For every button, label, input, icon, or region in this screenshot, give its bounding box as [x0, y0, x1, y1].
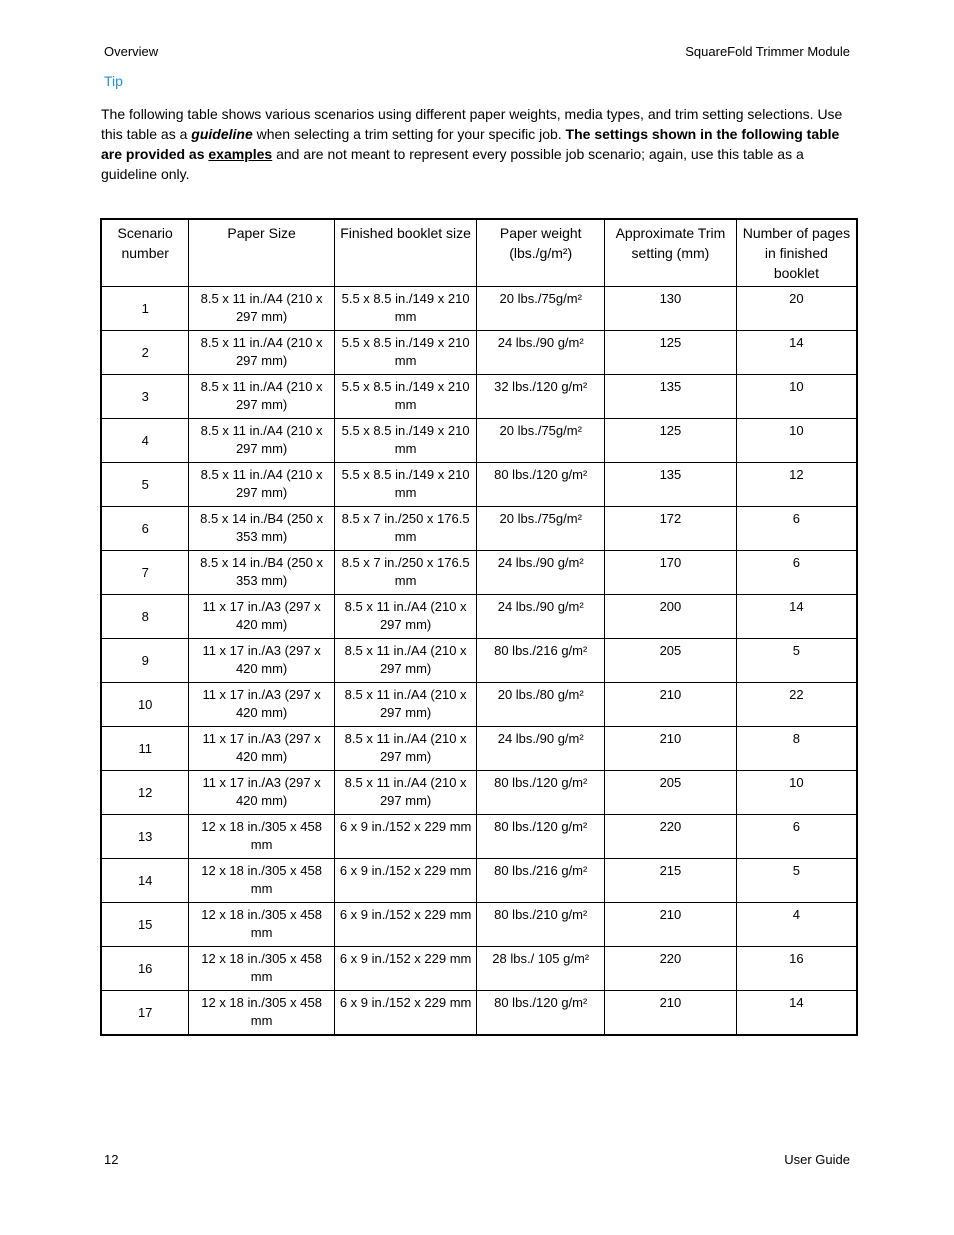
cell-paper-weight: 20 lbs./80 g/m²: [477, 683, 605, 727]
cell-page-count: 10: [736, 419, 857, 463]
table-row: [101, 463, 857, 507]
cell-paper-size: 8.5 x 14 in./B4 (250 x 353 mm): [189, 551, 334, 595]
cell-paper-weight: 24 lbs./90 g/m²: [477, 331, 605, 375]
table-row: [101, 815, 857, 859]
cell-booklet-size: 6 x 9 in./152 x 229 mm: [334, 947, 477, 991]
cell-page-count: 6: [736, 551, 857, 595]
table-row: [101, 375, 857, 419]
cell-trim-setting: 220: [605, 815, 737, 859]
col-header-scenario: Scenario number: [101, 219, 189, 287]
cell-paper-weight: 20 lbs./75g/m²: [477, 287, 605, 331]
cell-scenario: 14: [101, 859, 189, 903]
cell-booklet-size: 6 x 9 in./152 x 229 mm: [334, 859, 477, 903]
col-header-page-count: Number of pages in finished booklet: [736, 219, 857, 287]
cell-scenario: 11: [101, 727, 189, 771]
cell-paper-size: 8.5 x 11 in./A4 (210 x 297 mm): [189, 375, 334, 419]
cell-page-count: 14: [736, 331, 857, 375]
cell-paper-weight: 24 lbs./90 g/m²: [477, 727, 605, 771]
col-header-booklet-size: Finished booklet size: [334, 219, 477, 287]
cell-scenario: 8: [101, 595, 189, 639]
cell-booklet-size: 6 x 9 in./152 x 229 mm: [334, 903, 477, 947]
cell-paper-weight: 20 lbs./75g/m²: [477, 507, 605, 551]
cell-booklet-size: 5.5 x 8.5 in./149 x 210 mm: [334, 463, 477, 507]
cell-paper-size: 12 x 18 in./305 x 458 mm: [189, 991, 334, 1036]
cell-paper-size: 8.5 x 11 in./A4 (210 x 297 mm): [189, 463, 334, 507]
cell-booklet-size: 8.5 x 7 in./250 x 176.5 mm: [334, 507, 477, 551]
cell-paper-size: 11 x 17 in./A3 (297 x 420 mm): [189, 595, 334, 639]
cell-paper-size: 12 x 18 in./305 x 458 mm: [189, 815, 334, 859]
cell-booklet-size: 8.5 x 11 in./A4 (210 x 297 mm): [334, 595, 477, 639]
cell-trim-setting: 205: [605, 771, 737, 815]
cell-trim-setting: 210: [605, 727, 737, 771]
cell-trim-setting: 210: [605, 903, 737, 947]
cell-paper-size: 8.5 x 11 in./A4 (210 x 297 mm): [189, 287, 334, 331]
cell-paper-size: 8.5 x 11 in./A4 (210 x 297 mm): [189, 419, 334, 463]
table-row: [101, 727, 857, 771]
cell-paper-weight: 80 lbs./120 g/m²: [477, 815, 605, 859]
cell-page-count: 16: [736, 947, 857, 991]
table-row: [101, 771, 857, 815]
cell-trim-setting: 200: [605, 595, 737, 639]
cell-page-count: 6: [736, 507, 857, 551]
cell-paper-size: 11 x 17 in./A3 (297 x 420 mm): [189, 683, 334, 727]
cell-paper-size: 8.5 x 11 in./A4 (210 x 297 mm): [189, 331, 334, 375]
table-row: [101, 903, 857, 947]
cell-trim-setting: 172: [605, 507, 737, 551]
cell-page-count: 5: [736, 639, 857, 683]
cell-booklet-size: 8.5 x 11 in./A4 (210 x 297 mm): [334, 771, 477, 815]
col-header-paper-size: Paper Size: [189, 219, 334, 287]
table-header-row: [101, 219, 857, 287]
cell-booklet-size: 5.5 x 8.5 in./149 x 210 mm: [334, 419, 477, 463]
cell-booklet-size: 6 x 9 in./152 x 229 mm: [334, 815, 477, 859]
cell-paper-size: 11 x 17 in./A3 (297 x 420 mm): [189, 771, 334, 815]
cell-booklet-size: 5.5 x 8.5 in./149 x 210 mm: [334, 331, 477, 375]
cell-trim-setting: 130: [605, 287, 737, 331]
cell-trim-setting: 135: [605, 375, 737, 419]
col-header-paper-weight: Paper weight (lbs./g/m²): [477, 219, 605, 287]
cell-paper-weight: 24 lbs./90 g/m²: [477, 551, 605, 595]
cell-paper-weight: 80 lbs./210 g/m²: [477, 903, 605, 947]
cell-scenario: 15: [101, 903, 189, 947]
table-row: [101, 683, 857, 727]
cell-booklet-size: 5.5 x 8.5 in./149 x 210 mm: [334, 375, 477, 419]
cell-page-count: 10: [736, 771, 857, 815]
cell-paper-weight: 28 lbs./ 105 g/m²: [477, 947, 605, 991]
cell-scenario: 6: [101, 507, 189, 551]
cell-trim-setting: 220: [605, 947, 737, 991]
cell-paper-weight: 80 lbs./120 g/m²: [477, 991, 605, 1036]
table-row: [101, 947, 857, 991]
cell-trim-setting: 125: [605, 419, 737, 463]
cell-scenario: 7: [101, 551, 189, 595]
col-header-trim-setting: Approximate Trim setting (mm): [605, 219, 737, 287]
cell-paper-weight: 24 lbs./90 g/m²: [477, 595, 605, 639]
cell-scenario: 10: [101, 683, 189, 727]
cell-paper-size: 11 x 17 in./A3 (297 x 420 mm): [189, 727, 334, 771]
cell-page-count: 14: [736, 595, 857, 639]
cell-paper-weight: 80 lbs./120 g/m²: [477, 463, 605, 507]
table-row: [101, 331, 857, 375]
cell-paper-size: 12 x 18 in./305 x 458 mm: [189, 947, 334, 991]
cell-booklet-size: 8.5 x 7 in./250 x 176.5 mm: [334, 551, 477, 595]
cell-trim-setting: 210: [605, 683, 737, 727]
table-row: [101, 991, 857, 1036]
cell-page-count: 14: [736, 991, 857, 1036]
cell-trim-setting: 205: [605, 639, 737, 683]
cell-booklet-size: 8.5 x 11 in./A4 (210 x 297 mm): [334, 683, 477, 727]
cell-trim-setting: 210: [605, 991, 737, 1036]
cell-paper-weight: 20 lbs./75g/m²: [477, 419, 605, 463]
trim-settings-table: [100, 218, 858, 1036]
cell-scenario: 4: [101, 419, 189, 463]
cell-paper-weight: 80 lbs./216 g/m²: [477, 859, 605, 903]
cell-paper-weight: 32 lbs./120 g/m²: [477, 375, 605, 419]
cell-booklet-size: 6 x 9 in./152 x 229 mm: [334, 991, 477, 1036]
cell-booklet-size: 8.5 x 11 in./A4 (210 x 297 mm): [334, 639, 477, 683]
table-row: [101, 551, 857, 595]
cell-trim-setting: 135: [605, 463, 737, 507]
table-row: [101, 859, 857, 903]
cell-scenario: 2: [101, 331, 189, 375]
cell-booklet-size: 5.5 x 8.5 in./149 x 210 mm: [334, 287, 477, 331]
cell-trim-setting: 215: [605, 859, 737, 903]
cell-scenario: 13: [101, 815, 189, 859]
intro-text-1: The following table shows various scenarios using different paper weights, media types, and trim setting selections. Use this table as a: [101, 106, 843, 142]
cell-page-count: 20: [736, 287, 857, 331]
cell-page-count: 8: [736, 727, 857, 771]
table-row: [101, 595, 857, 639]
cell-page-count: 12: [736, 463, 857, 507]
cell-trim-setting: 125: [605, 331, 737, 375]
header-document-title: SquareFold Trimmer Module: [685, 44, 850, 59]
cell-page-count: 5: [736, 859, 857, 903]
cell-paper-size: 12 x 18 in./305 x 458 mm: [189, 859, 334, 903]
tip-heading: Tip: [104, 73, 123, 89]
cell-paper-weight: 80 lbs./120 g/m²: [477, 771, 605, 815]
cell-scenario: 9: [101, 639, 189, 683]
cell-scenario: 16: [101, 947, 189, 991]
cell-scenario: 12: [101, 771, 189, 815]
cell-scenario: 1: [101, 287, 189, 331]
cell-trim-setting: 170: [605, 551, 737, 595]
cell-paper-size: 8.5 x 14 in./B4 (250 x 353 mm): [189, 507, 334, 551]
intro-bold-text: The settings shown in the following table are provided as: [101, 126, 840, 162]
cell-page-count: 6: [736, 815, 857, 859]
cell-page-count: 4: [736, 903, 857, 947]
cell-paper-size: 11 x 17 in./A3 (297 x 420 mm): [189, 639, 334, 683]
cell-page-count: 22: [736, 683, 857, 727]
table-row: [101, 507, 857, 551]
intro-paragraph: [101, 104, 853, 184]
table-body: [101, 287, 857, 1036]
intro-guideline-word: guideline: [191, 126, 253, 142]
cell-scenario: 5: [101, 463, 189, 507]
cell-scenario: 3: [101, 375, 189, 419]
cell-scenario: 17: [101, 991, 189, 1036]
intro-text-3: and are not meant to represent every possible job scenario; again, use this table as a guideline only.: [101, 146, 804, 182]
cell-page-count: 10: [736, 375, 857, 419]
cell-paper-weight: 80 lbs./216 g/m²: [477, 639, 605, 683]
intro-text-2: when selecting a trim setting for your specific job.: [252, 126, 566, 142]
intro-examples-word: examples: [208, 146, 273, 162]
cell-paper-size: 12 x 18 in./305 x 458 mm: [189, 903, 334, 947]
footer-document-type: User Guide: [784, 1152, 850, 1167]
table-row: [101, 287, 857, 331]
header-section-title: Overview: [104, 44, 159, 59]
page-number: 12: [104, 1152, 119, 1167]
table-row: [101, 639, 857, 683]
table-row: [101, 419, 857, 463]
cell-booklet-size: 8.5 x 11 in./A4 (210 x 297 mm): [334, 727, 477, 771]
